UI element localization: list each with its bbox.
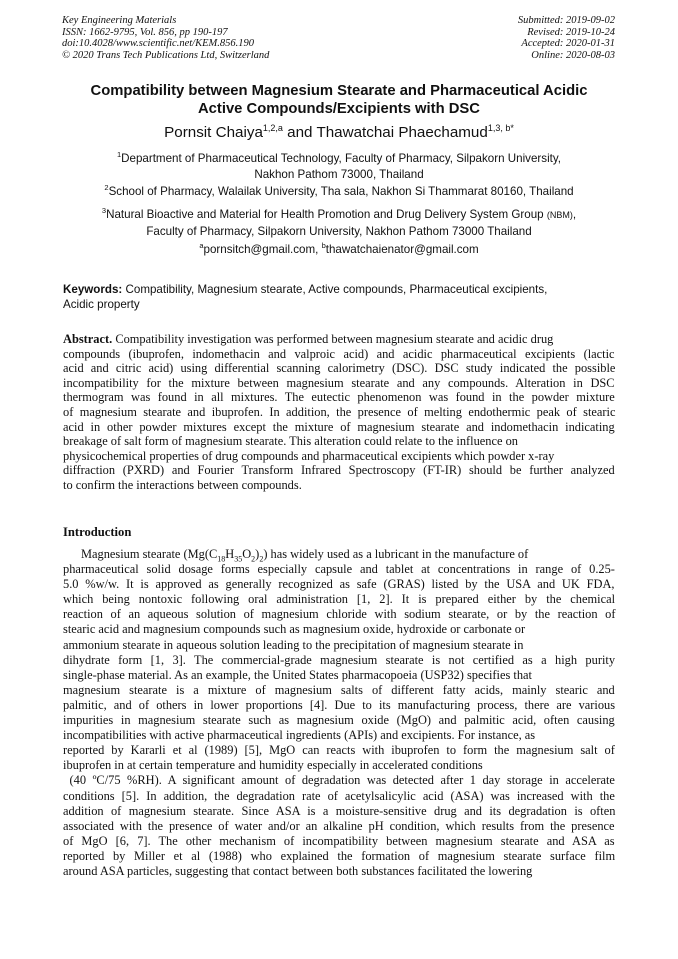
- introduction-line: around ASA particles, suggesting that contact between both substances facilitated the lowering: [63, 863, 533, 878]
- introduction-line: ammonium stearate in aqueous solution leading to the precipitation of magnesium stearate in: [63, 637, 524, 652]
- introduction-line: reported by Miller et al (1988) who explained the formation of magnesium stearate surface film: [63, 848, 616, 863]
- author-name: Thawatchai Phaechamud: [316, 124, 488, 141]
- submitted-date: Submitted: 2019-09-02: [517, 15, 615, 26]
- keywords-label: Keywords:: [63, 283, 123, 296]
- author-emails: [40, 242, 638, 258]
- introduction-line: reaction of an aqueous solution of magnesium chloride with sodium stearate, or by the reaction of: [63, 607, 616, 622]
- formula-subscript: 2: [259, 554, 264, 564]
- introduction-line: palmitic, and of others in lower proportions [4]. Due to its manufacturing process, there are various: [63, 697, 616, 712]
- intro-text: ) has widely used as a lubricant in the manufacture of: [263, 547, 529, 561]
- journal-doi: doi:10.4028/www.scientific.net/KEM.856.190: [62, 38, 254, 49]
- abstract-line: compounds (ibuprofen, indomethacin and valproic acid) and acidic pharmaceutical excipients (lactic: [63, 346, 615, 361]
- abstract-text: Compatibility investigation was performed between magnesium stearate and acidic drug: [112, 332, 554, 346]
- introduction-line: which being nontoxic following oral administration [1, 2]. It is prepared either by the chemical: [63, 592, 616, 607]
- affiliation-text: ,: [572, 208, 577, 221]
- affiliation-mark: 3: [101, 206, 107, 216]
- email-address[interactable]: pornsitch@gmail.com,: [203, 243, 322, 256]
- affiliation-text: Nakhon Pathom 73000, Thailand: [254, 167, 424, 181]
- keywords: [63, 283, 615, 312]
- affiliation-text: Natural Bioactive and Material for Health Promotion and Drug Delivery System Group: [106, 208, 547, 221]
- affiliation-3: [40, 207, 638, 239]
- abstract-line: physicochemical properties of drug compounds and pharmaceutical excipients which powder x-ray: [63, 448, 555, 463]
- abstract-line: breakage of salt form of magnesium stearate. This alteration could relate to the influence on: [63, 434, 518, 449]
- intro-text: H: [225, 547, 235, 561]
- submission-dates: [518, 15, 615, 61]
- introduction-line: associated with the presence of water and/or an alkaline pH condition, which results from the presence: [63, 818, 615, 833]
- abstract-line: diffraction (PXRD) and Fourier Transform Infrared Spectroscopy (FT-IR) should be further analyzed: [63, 463, 615, 478]
- author-affiliation-mark: 1,2,a: [262, 122, 283, 133]
- revised-date: Revised: 2019-10-24: [527, 26, 615, 38]
- journal-name: Key Engineering Materials: [62, 15, 177, 26]
- paragraph-first-line: [63, 547, 615, 562]
- introduction-line: addition of magnesium stearate. Since ASA is a moisture-sensitive drug and its degradation is often: [63, 803, 616, 818]
- abstract-line: incompatibility for the mixture between magnesium stearate and any compounds. Alteration in DSC: [63, 375, 615, 390]
- title-line: Compatibility between Magnesium Stearate and Pharmaceutical Acidic: [90, 83, 588, 99]
- introduction-line: pharmaceutical solid dosage forms especially capsule and tablet at concentrations in range of 0.25-: [63, 562, 615, 577]
- formula-subscript: 2: [251, 554, 256, 564]
- formula-subscript: 18: [217, 554, 226, 564]
- journal-issn: ISSN: 1662-9795, Vol. 856, pp 190-197: [62, 26, 228, 38]
- introduction-line: incompatibilities with active pharmaceutical ingredients (APIs) and excipients. For instance, as: [63, 728, 536, 743]
- intro-text: ): [255, 547, 260, 561]
- affiliation-text: Department of Pharmaceutical Technology, Faculty of Pharmacy, Silpakorn University,: [121, 152, 562, 165]
- introduction-lines: [63, 562, 615, 879]
- section-heading: Introduction: [63, 525, 132, 539]
- introduction-line: dihydrate form [1, 3]. The commercial-grade magnesium stearate is not certified as a high purity: [63, 652, 616, 667]
- affiliation-acronym: (NBM): [546, 210, 573, 220]
- abstract-body: [63, 347, 615, 493]
- affiliation-2: [40, 184, 638, 200]
- introduction-line: ibuprofen in at certain temperature and humidity especially in accelerated conditions: [63, 758, 483, 773]
- keywords-text: Acidic property: [63, 297, 140, 311]
- accepted-date: Accepted: 2020-01-31: [521, 38, 615, 49]
- journal-copyright: © 2020 Trans Tech Publications Ltd, Switzerland: [62, 49, 270, 61]
- email-mark: b: [321, 241, 326, 251]
- abstract-line: acid and citric acid) using differential scanning calorimetry (DSC). DSC study indicated the possible: [63, 361, 616, 376]
- introduction-body: [63, 547, 615, 879]
- introduction-line: reported by Kararli et al (1989) [5], MgO can reacts with ibuprofen to form the magnesium salt of: [63, 743, 615, 758]
- affiliation-mark: 2: [104, 183, 109, 193]
- abstract-label: Abstract.: [63, 332, 113, 346]
- abstract-line: thermogram was found in all mixtures. The eutectic phenomenon was found in the powder mixture: [63, 390, 615, 405]
- affiliation-1: [40, 151, 638, 182]
- journal-info: [62, 15, 269, 61]
- email-address[interactable]: thawatchaienator@gmail.com: [325, 243, 479, 256]
- affiliation-text: School of Pharmacy, Walailak University, Tha sala, Nakhon Si Thammarat 80160, Thailand: [108, 185, 574, 198]
- introduction-line: (40 ºC/75 %RH). A significant amount of degradation was detected after 1 day storage in accelerate: [63, 773, 615, 788]
- author-list: [40, 124, 638, 142]
- formula-subscript: 35: [234, 554, 243, 564]
- author-conjunction: and: [282, 124, 317, 141]
- intro-text: O: [242, 547, 252, 561]
- intro-text: Magnesium stearate (Mg(C: [81, 547, 218, 561]
- abstract: [63, 332, 615, 493]
- abstract-line: acid in other powder mixtures except the mixture of magnesium stearate and indomethacin indicating: [63, 419, 615, 434]
- abstract-line: to confirm the interactions between compounds.: [63, 477, 302, 492]
- author-name: Pornsit Chaiya: [164, 124, 263, 141]
- title-line: Active Compounds/Excipients with DSC: [197, 101, 480, 117]
- introduction-line: conditions [5]. In addition, the degradation rate of acetylsalicylic acid (ASA) was increased with the: [63, 788, 615, 803]
- abstract-line: of magnesium stearate and ibuprofen. In addition, the presence of melting endothermic peak of stearic: [63, 404, 616, 419]
- introduction-line: impurities in magnesium stearate such as magnesium oxide (MgO) and palmitic acid, often causing: [63, 713, 615, 728]
- affiliation-text: Faculty of Pharmacy, Silpakorn University, Nakhon Pathom 73000 Thailand: [146, 224, 532, 238]
- introduction-line: single-phase material. As an example, the United States pharmacopoeia (USP32) specifies that: [63, 667, 532, 682]
- introduction-line: of MgO [6, 7]. The other mechanism of incompatibility between magnesium stearate and ASA as: [63, 833, 615, 848]
- introduction-line: stearic acid and magnesium compounds such as magnesium oxide, hydroxide or carbonate or: [63, 622, 526, 637]
- introduction-line: 5.0 %w/w. It is approved as generally recognized as safe (GRAS) listed by the USA and UK FDA,: [63, 577, 615, 592]
- email-mark: a: [199, 241, 204, 251]
- affiliation-mark: 1: [116, 150, 122, 160]
- online-date: Online: 2020-08-03: [531, 49, 615, 61]
- paper-title: [40, 82, 638, 118]
- introduction-line: magnesium stearate is a mixture of magnesium salts of different fatty acids, mainly stearic and: [63, 682, 615, 697]
- author-affiliation-mark: 1,3, b*: [487, 122, 514, 133]
- keywords-text: Compatibility, Magnesium stearate, Active compounds, Pharmaceutical excipients,: [122, 283, 548, 296]
